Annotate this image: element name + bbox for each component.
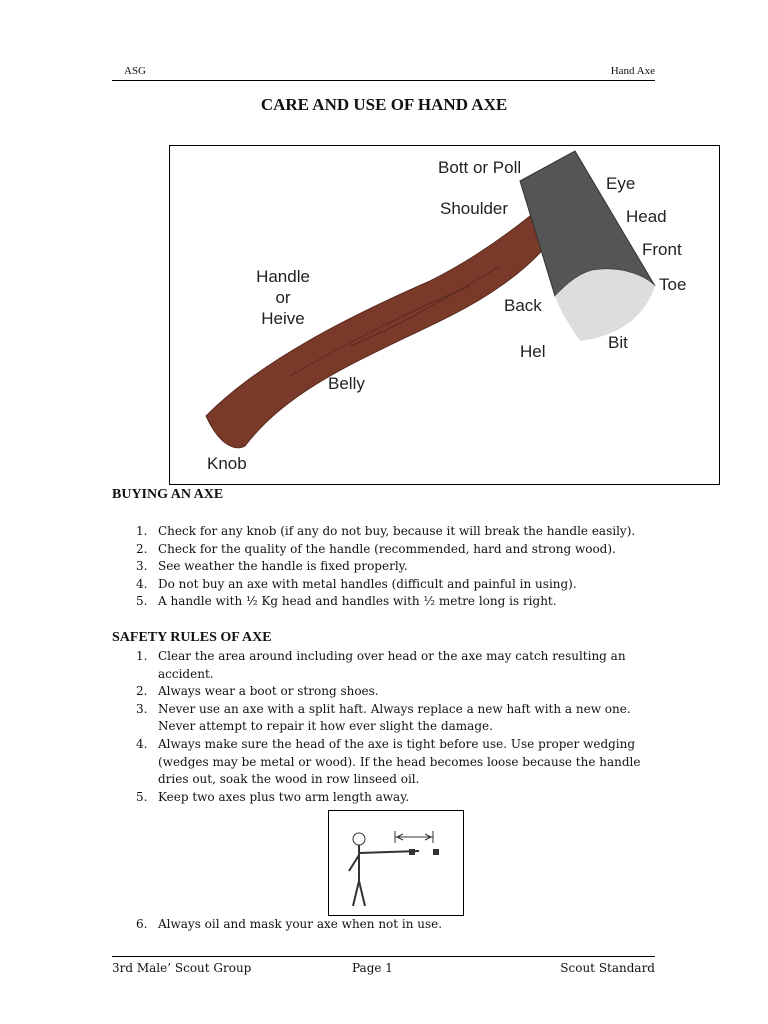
page-header: [112, 64, 655, 81]
header-right: Hand Axe: [610, 65, 655, 77]
footer-left: 3rd Male’ Scout Group: [112, 961, 252, 975]
label-toe: Toe: [659, 275, 687, 294]
footer-page-number: Page 1: [352, 961, 393, 975]
list-item: 4. Always make sure the head of the axe is tight before use. Use proper wedging (wedges may be metal or wood). If the head becomes loose because the handle dries out, soak the wood in row linseed oil.: [136, 736, 641, 787]
list-item: 3. See weather the handle is fixed properly.: [136, 559, 408, 574]
page-title: CARE AND USE OF HAND AXE: [260, 95, 508, 114]
list-item: 2. Check for the quality of the handle (recommended, hard and strong wood).: [136, 541, 616, 556]
label-bott-or-poll: Bott or Poll: [438, 158, 522, 177]
label-back: Back: [504, 296, 542, 315]
section-heading-safety: SAFETY RULES OF AXE: [112, 630, 272, 645]
label-handle: [255, 266, 311, 329]
label-front: Front: [642, 240, 682, 259]
list-item: 4. Do not buy an axe with metal handles (difficult and painful in using).: [136, 576, 577, 591]
section-heading-buying: BUYING AN AXE: [112, 487, 224, 502]
axe-handle: [206, 216, 546, 448]
page-footer: [112, 956, 655, 975]
header-left: ASG: [124, 65, 147, 77]
label-knob: Knob: [207, 454, 247, 473]
footer-right: Scout Standard: [560, 961, 655, 975]
scout-arm-length-illustration: [329, 811, 463, 915]
label-eye: Eye: [606, 174, 636, 193]
axe-diagram: [169, 145, 720, 485]
label-bit: Bit: [608, 333, 628, 352]
list-item: 6. Always oil and mask your axe when not in use.: [136, 917, 443, 931]
label-head: Head: [626, 207, 667, 226]
list-item: 5. Keep two axes plus two arm length away.: [136, 789, 410, 804]
axe-spacing-figure: [328, 810, 464, 916]
buying-list: [112, 523, 652, 611]
list-item: 3. Never use an axe with a split haft. Always replace a new haft with a new one. Never attempt to repair it how ever slight the damage.: [136, 701, 631, 734]
label-shoulder: Shoulder: [440, 199, 509, 218]
axe-illustration: [170, 146, 721, 486]
label-handle-line2: or: [275, 288, 291, 307]
list-item: 1. Clear the area around including over head or the axe may catch resulting an accident.: [136, 649, 626, 681]
list-item: 1. Check for any knob (if any do not buy, because it will break the handle easily).: [136, 524, 636, 538]
label-handle-line3: Heive: [261, 309, 305, 328]
safety-list: [112, 648, 652, 806]
label-handle-line1: Handle: [256, 267, 310, 286]
list-item: 2. Always wear a boot or strong shoes.: [136, 684, 379, 699]
safety-list-continued: [112, 916, 652, 934]
label-belly: Belly: [328, 374, 365, 393]
label-hel: Hel: [520, 342, 546, 361]
list-item: 5. A handle with ½ Kg head and handles with ½ metre long is right.: [136, 594, 557, 609]
